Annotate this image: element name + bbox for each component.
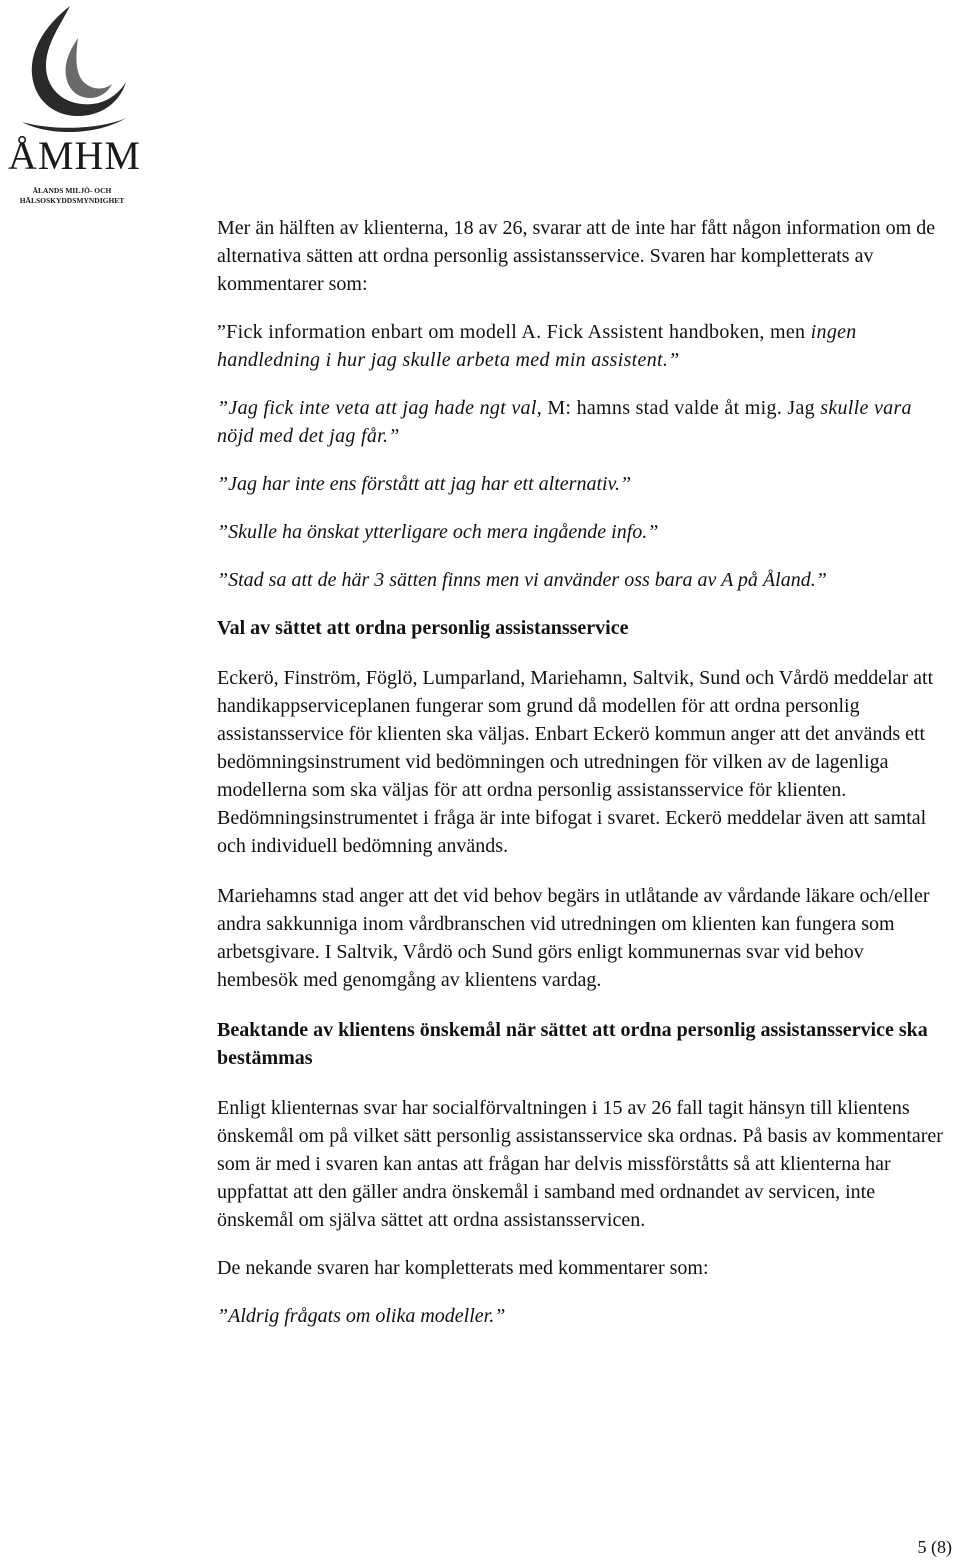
quote-jag-fick-inte (217, 394, 947, 450)
paragraph-nekande-svar: De nekande svaren har kompletterats med kommentarer som: (217, 1257, 709, 1279)
paragraph-mariehamn: Mariehamns stad anger att det vid behov begärs in utlåtande av vårdande läkare och/eller andra sakkunniga inom vårdbranschen vid utredningen om klienten kan fungera som arbetsgivare. I Saltvik, Vårdö och Sund görs enligt kommunernas svar vid behov hembesök med genomgång av klientens vardag. (217, 885, 930, 991)
logo-subtitle (8, 186, 136, 206)
paragraph-kommuner: Eckerö, Finström, Föglö, Lumparland, Mariehamn, Saltvik, Sund och Vårdö meddelar att handikappserviceplanen fungerar som grund då modellen för att ordna personlig assistansservice för klienten ska väljas. Enbart Eckerö kommun anger att det används ett bedömningsinstrument vid bedömningen och utredningen för vilken av de lagenliga modellerna som ska väljas för att ordna personlig assistansservice för klienten. Bedömningsinstrumentet i fråga är inte bifogat i svaret. Eckerö meddelar även att samtal och individuell bedömning används. (217, 667, 934, 857)
section-heading-val-av-sattet: Val av sättet att ordna personlig assistansservice (217, 617, 629, 639)
logo-wordmark: ÅMHM (8, 133, 141, 178)
quote-ingaende-info: ”Skulle ha önskat ytterligare och mera ingående info.” (217, 521, 659, 543)
quote-aldrig-fragats: ”Aldrig frågats om olika modeller.” (217, 1305, 506, 1327)
document-body (217, 214, 947, 1330)
quote-italic-part-b: skulle vara nöjd med det jag får.” (217, 397, 912, 447)
quote-italic-part-a: ”Jag fick inte veta att jag hade ngt val, (217, 397, 543, 419)
quote-upright-part: ”Fick information enbart om modell A. Fick Assistent handboken, men (217, 321, 806, 343)
paragraph-klienternas-svar: Enligt klienternas svar har socialförvaltningen i 15 av 26 fall tagit hänsyn till klientens önskemål om på vilket sätt personlig assistansservice ska ordnas. På basis av kommentarer som är med i svaren kan antas att frågan har delvis missförståtts så att klienterna har uppfattat att den gäller andra önskemål i samband med ordnandet av servicen, inte önskemål om själva sättet att ordna assistansservicen. (217, 1097, 943, 1231)
quote-upright-part: M: hamns stad valde åt mig. Jag (547, 397, 815, 419)
quote-alternativ: ”Jag har inte ens förstått att jag har ett alternativ.” (217, 473, 632, 495)
quote-stad-sa: ”Stad sa att de här 3 sätten finns men vi använder oss bara av A på Åland.” (217, 569, 827, 591)
quote-italic-part: ingen handledning i hur jag skulle arbeta med min assistent.” (217, 321, 857, 371)
quote-fick-information (217, 318, 947, 374)
paragraph-intro: Mer än hälften av klienterna, 18 av 26, svarar att de inte har fått någon information om de alternativa sätten att ordna personlig assistansservice. Svaren har kompletterats av kommentarer som: (217, 217, 936, 295)
agency-logo (8, 4, 141, 205)
section-heading-beaktande: Beaktande av klientens önskemål när sättet att ordna personlig assistansservice ska bestämmas (217, 1019, 928, 1069)
flame-emblem-icon (8, 4, 136, 144)
page-number: 5 (8) (917, 1537, 952, 1557)
logo-subtitle-line-2: HÄLSOSKYDDSMYNDIGHET (19, 196, 125, 205)
logo-subtitle-line-1: ÅLANDS MILJÖ- OCH (32, 186, 112, 195)
